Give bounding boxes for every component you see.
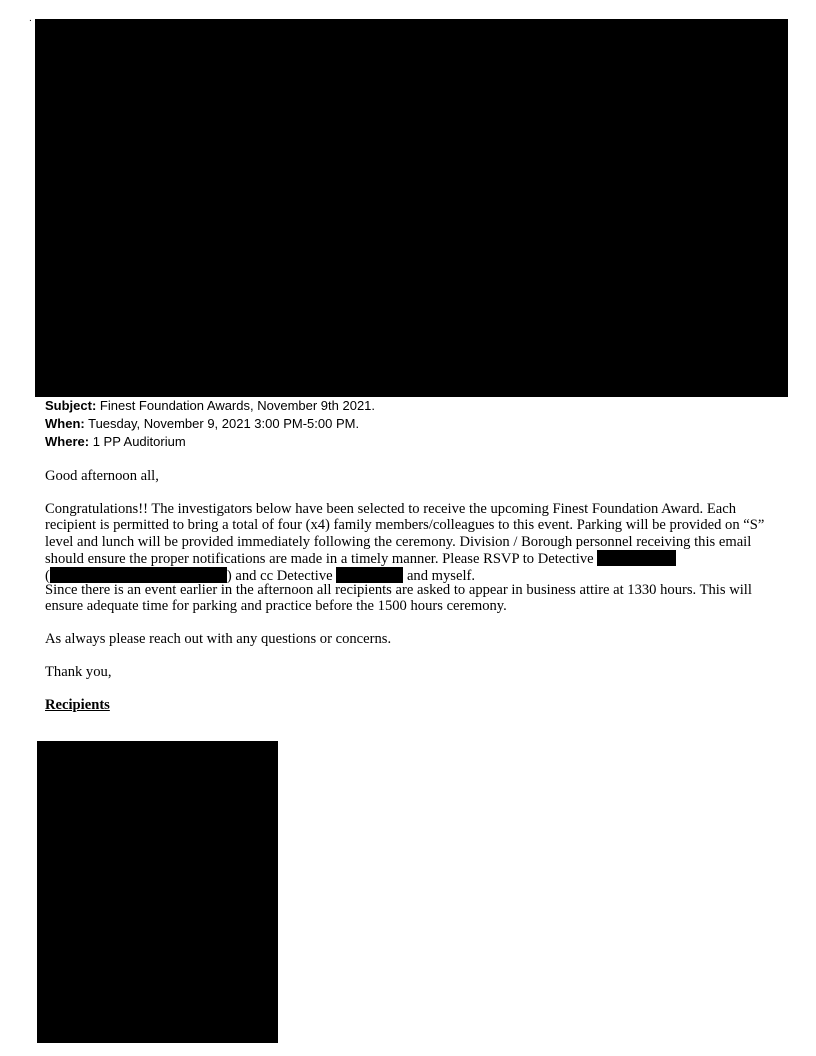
- paragraph-line: Since there is an event earlier in the afternoon all recipients are asked to appear in business attire at 1330 hours. This will: [45, 582, 752, 598]
- paragraph-line: level and lunch will be provided immediately following the ceremony. Division / Borough personnel receiving this email: [45, 533, 752, 550]
- congratulations-paragraph: [45, 501, 775, 584]
- paragraph-line: Congratulations!! The investigators below have been selected to receive the upcoming Finest Foundation Award. Each: [45, 501, 737, 517]
- recipients-heading: Recipients: [45, 697, 110, 713]
- subject-row: [45, 397, 375, 415]
- paragraph-line: recipient is permitted to bring a total of four (x4) family members/colleagues to this event. Parking will be provided on “S”: [45, 517, 765, 534]
- rsvp-text: should ensure the proper notifications are made in a timely manner. Please RSVP to Detective: [45, 550, 594, 567]
- when-value: Tuesday, November 9, 2021 3:00 PM-5:00 PM.: [88, 416, 360, 431]
- closing-paragraph: Thank you,: [45, 664, 112, 680]
- where-label: Where:: [45, 434, 90, 449]
- redacted-detective-name: [597, 550, 676, 566]
- where-value: 1 PP Auditorium: [92, 434, 186, 449]
- subject-label: Subject:: [45, 398, 97, 413]
- where-row: [45, 433, 375, 451]
- questions-paragraph: As always please reach out with any questions or concerns.: [45, 631, 392, 647]
- redacted-cc-detective-name: [336, 567, 403, 583]
- when-label: When:: [45, 416, 85, 431]
- redacted-recipients-block: [37, 741, 278, 1043]
- redacted-header-block: [35, 19, 788, 397]
- greeting-paragraph: Good afternoon all,: [45, 468, 159, 484]
- when-row: [45, 415, 375, 433]
- open-paren: (: [45, 568, 50, 585]
- cc-text: ) and cc Detective: [226, 568, 333, 585]
- redacted-email: [50, 567, 227, 583]
- and-myself-text: and myself.: [406, 568, 476, 585]
- corner-dot: .: [29, 13, 32, 24]
- paragraph-line: ensure adequate time for parking and practice before the 1500 hours ceremony.: [45, 598, 507, 615]
- email-meta: [45, 397, 375, 451]
- event-paragraph: [45, 582, 775, 615]
- subject-value: Finest Foundation Awards, November 9th 2021.: [99, 398, 376, 413]
- paragraph-line: [45, 550, 775, 567]
